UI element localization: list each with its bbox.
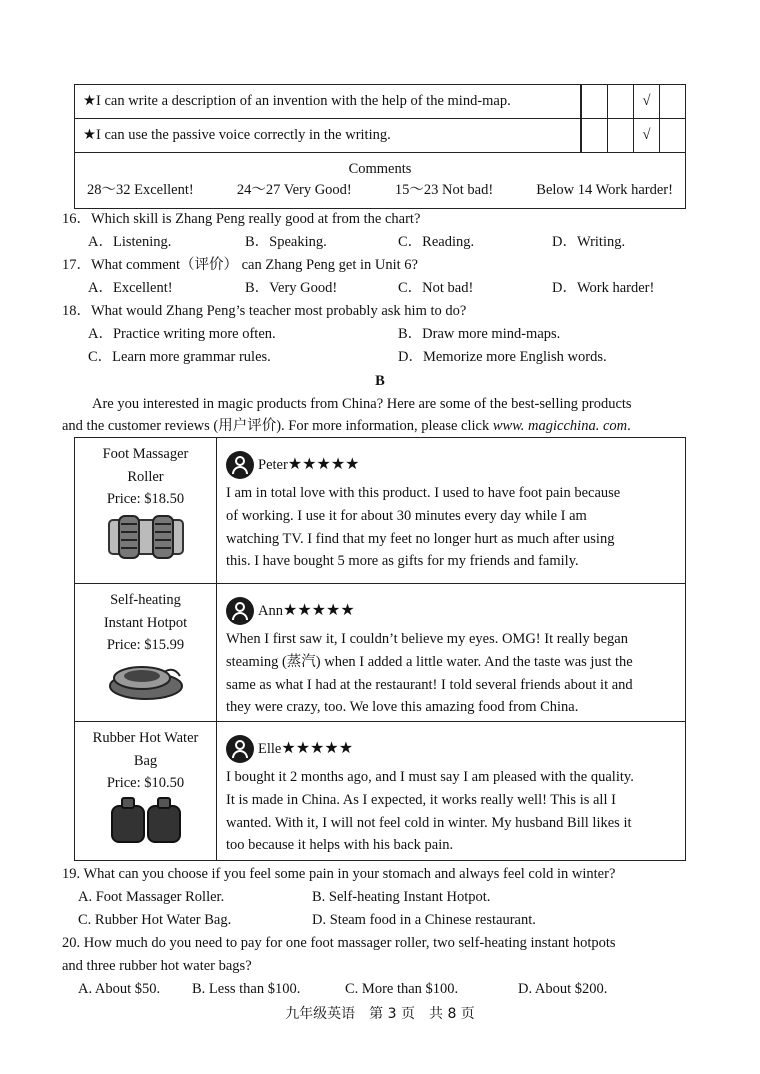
rating-cell bbox=[607, 85, 633, 118]
q16-option-c: C．Reading. bbox=[398, 234, 475, 250]
review-line: too because it helps with his back pain. bbox=[226, 837, 454, 854]
comments-title: Comments bbox=[348, 161, 412, 177]
product-info bbox=[75, 438, 217, 583]
product-info bbox=[75, 584, 217, 721]
q17-option-c: C．Not bad! bbox=[398, 280, 474, 296]
rating-cell bbox=[581, 85, 607, 118]
product-price: Price: $18.50 bbox=[106, 491, 185, 508]
section-b-intro-line1: Are you interested in magic products from China? Here are some of the best-selling products bbox=[92, 396, 632, 412]
q20-option-b: B. Less than $100. bbox=[192, 981, 301, 997]
product-price: Price: $10.50 bbox=[106, 775, 185, 792]
scale-very-good: 24～27 Very Good! bbox=[236, 181, 352, 198]
product-name-line: Bag bbox=[133, 752, 158, 769]
question-20-stem-line1: 20. How much do you need to pay for one foot massager roller, two self-heating instant hotpots bbox=[62, 935, 616, 951]
review-line: watching TV. I find that my feet no longer hurt as much after using bbox=[226, 530, 615, 547]
review-line: steaming (蒸汽) when I added a little water. And the taste was just the bbox=[226, 653, 633, 670]
rating-cell bbox=[659, 85, 685, 118]
review-line: wanted. With it, I will not feel cold in winter. My husband Bill likes it bbox=[226, 814, 632, 831]
product-row bbox=[75, 584, 685, 722]
rating-cell bbox=[659, 119, 685, 152]
product-info bbox=[75, 722, 217, 860]
intro-text: and the customer reviews (用户评价). For more information, please click bbox=[62, 418, 493, 434]
product-name-line: Roller bbox=[127, 468, 164, 485]
rating-cell bbox=[607, 119, 633, 152]
review-line: they were crazy, too. We love this amazing food from China. bbox=[226, 699, 579, 716]
review-line: this. I have bought 5 more as gifts for my friends and family. bbox=[226, 553, 579, 570]
product-row bbox=[75, 438, 685, 584]
product-table bbox=[74, 437, 686, 861]
hot-water-bag-image bbox=[108, 796, 184, 844]
q19-option-a: A. Foot Massager Roller. bbox=[78, 889, 225, 905]
q18-option-c: C．Learn more grammar rules. bbox=[88, 349, 271, 365]
section-b-intro-line2 bbox=[62, 418, 631, 435]
product-row bbox=[75, 722, 685, 860]
q20-option-c: C. More than $100. bbox=[345, 981, 459, 997]
review-line: I am in total love with this product. I used to have foot pain because bbox=[226, 485, 621, 501]
reviewer-name: Ann bbox=[258, 602, 283, 619]
user-avatar-icon bbox=[226, 451, 254, 479]
reviewer bbox=[226, 450, 677, 480]
star-rating: ★★★★★ bbox=[282, 601, 355, 619]
question-16-stem: 16．Which skill is Zhang Peng really good at from the chart? bbox=[62, 211, 421, 227]
star-rating: ★★★★★ bbox=[281, 739, 354, 757]
q16-option-a: A．Listening. bbox=[88, 234, 172, 250]
q17-option-a: A．Excellent! bbox=[88, 280, 173, 296]
review bbox=[217, 722, 685, 860]
section-b-heading: B bbox=[375, 373, 385, 389]
reviewer bbox=[226, 734, 677, 764]
product-name-line: Foot Massager bbox=[102, 446, 189, 462]
question-17-stem: 17．What comment（评价） can Zhang Peng get in Unit 6? bbox=[62, 257, 418, 273]
scale-work-harder: Below 14 Work harder! bbox=[536, 181, 673, 198]
product-price: Price: $15.99 bbox=[106, 637, 185, 654]
foot-massager-roller-image bbox=[105, 512, 187, 562]
product-name-line: Instant Hotpot bbox=[103, 614, 188, 631]
product-name-line: Self-heating bbox=[110, 592, 181, 608]
q18-option-a: A．Practice writing more often. bbox=[88, 326, 276, 342]
q20-option-a: A. About $50. bbox=[78, 981, 161, 997]
rating-cell: √ bbox=[633, 119, 659, 152]
review-line: When I first saw it, I couldn’t believe my eyes. OMG! It really began bbox=[226, 631, 628, 647]
reviewer bbox=[226, 596, 677, 626]
review bbox=[217, 584, 685, 721]
self-assessment-table bbox=[74, 84, 686, 209]
q18-option-d: D．Memorize more English words. bbox=[398, 349, 607, 365]
user-avatar-icon bbox=[226, 597, 254, 625]
page-footer: 九年级英语 第 3 页 共 8 页 bbox=[285, 1006, 475, 1022]
review-line: It is made in China. As I expected, it works really well! This is all I bbox=[226, 791, 616, 808]
q19-option-d: D. Steam food in a Chinese restaurant. bbox=[312, 912, 536, 928]
website-link[interactable]: www. magicchina. com bbox=[492, 418, 628, 434]
q18-option-b: B．Draw more mind-maps. bbox=[398, 326, 561, 342]
rating-cell bbox=[581, 119, 607, 152]
intro-period: . bbox=[627, 418, 631, 434]
reviewer-name: Peter bbox=[258, 456, 288, 473]
self-assessment-row bbox=[75, 85, 685, 119]
q17-option-d: D．Work harder! bbox=[552, 280, 655, 296]
scale-not-bad: 15～23 Not bad! bbox=[394, 181, 494, 198]
review bbox=[217, 438, 685, 583]
q17-option-b: B．Very Good! bbox=[245, 280, 338, 296]
product-name-line: Rubber Hot Water bbox=[92, 730, 199, 746]
review-line: I bought it 2 months ago, and I must say I am pleased with the quality. bbox=[226, 769, 634, 785]
review-line: of working. I use it for about 30 minutes every day while I am bbox=[226, 507, 587, 524]
instant-hotpot-image bbox=[106, 658, 186, 702]
q19-option-b: B. Self-heating Instant Hotpot. bbox=[312, 889, 491, 905]
rating-cell: √ bbox=[633, 85, 659, 118]
user-avatar-icon bbox=[226, 735, 254, 763]
comments-scale bbox=[75, 178, 685, 199]
reviewer-name: Elle bbox=[258, 740, 282, 757]
q20-option-d: D. About $200. bbox=[518, 981, 608, 997]
self-assessment-row bbox=[75, 119, 685, 153]
question-19-stem: 19. What can you choose if you feel some pain in your stomach and always feel cold in winter? bbox=[62, 866, 616, 882]
q16-option-b: B．Speaking. bbox=[245, 234, 327, 250]
self-assessment-item: ★I can use the passive voice correctly in the writing. bbox=[75, 119, 581, 152]
comments-section bbox=[75, 153, 685, 208]
q19-option-c: C. Rubber Hot Water Bag. bbox=[78, 912, 232, 928]
self-assessment-item: ★I can write a description of an invention with the help of the mind-map. bbox=[75, 85, 581, 118]
review-line: same as what I had at the restaurant! I told several friends about it and bbox=[226, 676, 633, 693]
q16-option-d: D．Writing. bbox=[552, 234, 626, 250]
question-20-stem-line2: and three rubber hot water bags? bbox=[62, 958, 252, 974]
question-18-stem: 18．What would Zhang Peng’s teacher most probably ask him to do? bbox=[62, 303, 467, 319]
star-rating: ★★★★★ bbox=[287, 455, 360, 473]
scale-excellent: 28～32 Excellent! bbox=[87, 181, 194, 198]
